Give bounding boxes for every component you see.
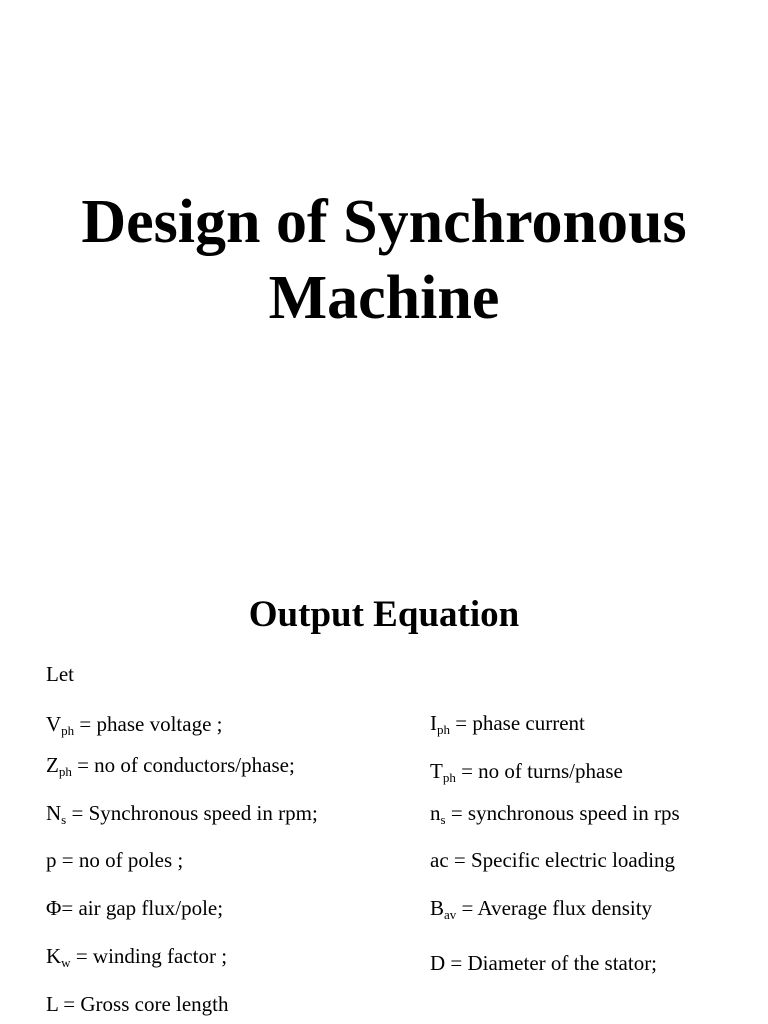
slide-title-line-2: Machine bbox=[268, 264, 500, 332]
symbol: I bbox=[430, 711, 437, 735]
symbol: N bbox=[46, 801, 62, 825]
def-average-flux-density bbox=[430, 895, 652, 921]
symbol: K bbox=[46, 944, 62, 968]
def-phase-voltage bbox=[46, 711, 222, 737]
slide-title bbox=[0, 184, 768, 336]
def-phase-current bbox=[430, 710, 585, 736]
definition: = phase voltage ; bbox=[74, 712, 223, 736]
def-synchronous-speed-rpm bbox=[46, 800, 318, 826]
symbol: n bbox=[430, 801, 441, 825]
subscript: ph bbox=[442, 770, 456, 785]
subscript: ph bbox=[437, 722, 450, 737]
def-synchronous-speed-rps bbox=[430, 800, 680, 826]
subscript: av bbox=[444, 907, 457, 922]
subscript: ph bbox=[58, 764, 72, 779]
definition: = phase current bbox=[450, 711, 585, 735]
subscript: s bbox=[440, 812, 446, 827]
subscript: ph bbox=[61, 723, 75, 738]
section-heading: Output Equation bbox=[248, 594, 520, 635]
subscript: s bbox=[61, 812, 67, 827]
def-stator-diameter bbox=[430, 950, 657, 976]
definition: = synchronous speed in rps bbox=[445, 801, 680, 825]
def-air-gap-flux bbox=[46, 895, 223, 921]
def-winding-factor bbox=[46, 943, 227, 969]
symbol: T bbox=[430, 759, 443, 783]
definition: L = Gross core length bbox=[46, 992, 229, 1016]
definition: = Average flux density bbox=[456, 896, 653, 920]
subscript: w bbox=[61, 955, 71, 970]
definition: = no of turns/phase bbox=[455, 759, 623, 783]
def-poles bbox=[46, 847, 183, 873]
definition: p = no of poles ; bbox=[46, 848, 184, 872]
definition: D = Diameter of the stator; bbox=[430, 951, 658, 975]
symbol: B bbox=[430, 896, 445, 920]
def-specific-electric-loading bbox=[430, 847, 675, 873]
intro-text: Let bbox=[46, 662, 74, 686]
symbol: Z bbox=[46, 753, 59, 777]
def-core-length bbox=[46, 991, 229, 1017]
definition: Φ= air gap flux/pole; bbox=[46, 896, 224, 920]
definition: = winding factor ; bbox=[70, 944, 228, 968]
def-conductors-per-phase bbox=[46, 752, 295, 778]
definition: ac = Specific electric loading bbox=[430, 848, 676, 872]
slide-title-line-1: Design of Synchronous bbox=[81, 188, 687, 256]
definition: = no of conductors/phase; bbox=[71, 753, 295, 777]
definition: = Synchronous speed in rpm; bbox=[66, 801, 318, 825]
symbol: V bbox=[46, 712, 62, 736]
def-turns-per-phase bbox=[430, 758, 623, 784]
